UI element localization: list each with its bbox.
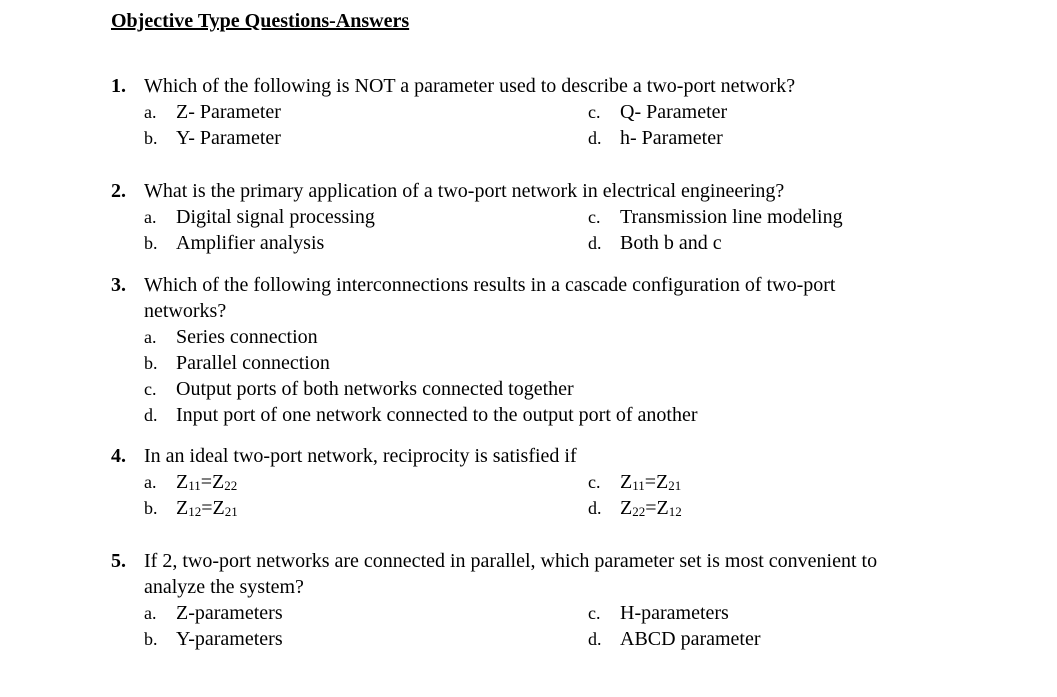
question-number: 4. bbox=[111, 445, 126, 467]
option-letter: d. bbox=[588, 498, 602, 518]
question-text: networks? bbox=[144, 300, 227, 322]
question-text: analyze the system? bbox=[144, 576, 304, 598]
options-row bbox=[111, 402, 941, 428]
question-number: 1. bbox=[111, 75, 126, 97]
equation-subscript: 11 bbox=[632, 478, 645, 493]
option-letter: d. bbox=[144, 405, 158, 425]
option-letter: c. bbox=[588, 472, 601, 492]
question-4-stem bbox=[111, 443, 941, 469]
option-text: h- Parameter bbox=[620, 127, 723, 149]
option-letter: a. bbox=[144, 327, 157, 347]
question-text: Which of the following is NOT a parameter used to describe a two-port network? bbox=[144, 75, 796, 97]
option-letter: b. bbox=[144, 353, 158, 373]
question-4 bbox=[111, 443, 941, 521]
equation-subscript: 11 bbox=[188, 478, 201, 493]
option-letter: a. bbox=[144, 102, 157, 122]
equation-subscript: 21 bbox=[668, 478, 682, 493]
option-letter: d. bbox=[588, 233, 602, 253]
option-letter: b. bbox=[144, 498, 158, 518]
equation-subscript: 12 bbox=[188, 504, 202, 519]
option-letter: b. bbox=[144, 233, 158, 253]
equals-sign: = bbox=[200, 471, 213, 493]
equation-variable: Z bbox=[176, 471, 189, 493]
option-letter: c. bbox=[144, 379, 157, 399]
question-number: 5. bbox=[111, 550, 126, 572]
question-3-stem-continued bbox=[111, 298, 941, 324]
options-row bbox=[111, 230, 941, 256]
option-letter: b. bbox=[144, 128, 158, 148]
question-2-stem bbox=[111, 178, 941, 204]
question-text: Which of the following interconnections results in a cascade configuration of two-port bbox=[144, 274, 836, 296]
equation-variable: Z bbox=[176, 497, 189, 519]
question-number: 2. bbox=[111, 180, 126, 202]
equation-variable: Z bbox=[620, 471, 633, 493]
option-letter: c. bbox=[588, 102, 601, 122]
page-title: Objective Type Questions-Answers bbox=[111, 10, 410, 32]
option-text: Transmission line modeling bbox=[620, 206, 843, 228]
equation-variable: Z bbox=[212, 471, 225, 493]
option-text: ABCD parameter bbox=[620, 628, 761, 650]
options-row bbox=[111, 350, 941, 376]
question-2 bbox=[111, 178, 941, 256]
question-text: What is the primary application of a two-port network in electrical engineering? bbox=[144, 180, 785, 202]
option-equation bbox=[176, 469, 237, 495]
question-text: If 2, two-port networks are connected in parallel, which parameter set is most convenient to bbox=[144, 550, 878, 572]
equation-subscript: 22 bbox=[632, 504, 646, 519]
option-letter: a. bbox=[144, 603, 157, 623]
equation-subscript: 22 bbox=[224, 478, 238, 493]
option-text: Y-parameters bbox=[176, 628, 283, 650]
options-row bbox=[111, 125, 941, 151]
options-row bbox=[111, 99, 941, 125]
options-row bbox=[111, 469, 941, 495]
option-text: Amplifier analysis bbox=[176, 232, 325, 254]
question-1-stem bbox=[111, 73, 941, 99]
option-text: Parallel connection bbox=[176, 352, 330, 374]
question-3-stem bbox=[111, 272, 941, 298]
equation-variable: Z bbox=[656, 471, 669, 493]
equation-variable: Z bbox=[620, 497, 633, 519]
question-5 bbox=[111, 548, 941, 652]
option-text: Series connection bbox=[176, 326, 318, 348]
option-text: Y- Parameter bbox=[176, 127, 281, 149]
option-text: Digital signal processing bbox=[176, 206, 375, 228]
option-letter: c. bbox=[588, 207, 601, 227]
question-1 bbox=[111, 73, 941, 151]
option-equation bbox=[620, 495, 682, 521]
option-text: Input port of one network connected to the output port of another bbox=[176, 404, 698, 426]
equals-sign: = bbox=[645, 497, 657, 519]
question-3 bbox=[111, 272, 941, 428]
option-letter: a. bbox=[144, 207, 157, 227]
options-row bbox=[111, 626, 941, 652]
equals-sign: = bbox=[201, 497, 213, 519]
option-text: Q- Parameter bbox=[620, 101, 728, 123]
question-number: 3. bbox=[111, 274, 126, 296]
options-row bbox=[111, 204, 941, 230]
options-row bbox=[111, 376, 941, 402]
options-row bbox=[111, 600, 941, 626]
question-5-stem bbox=[111, 548, 941, 574]
option-letter: d. bbox=[588, 629, 602, 649]
option-letter: b. bbox=[144, 629, 158, 649]
option-text: Z-parameters bbox=[176, 602, 283, 624]
options-row bbox=[111, 324, 941, 350]
option-text: Z- Parameter bbox=[176, 101, 281, 123]
option-letter: d. bbox=[588, 128, 602, 148]
option-letter: c. bbox=[588, 603, 601, 623]
equation-subscript: 21 bbox=[224, 504, 238, 519]
question-text: In an ideal two-port network, reciprocity is satisfied if bbox=[144, 445, 577, 467]
question-5-stem-continued bbox=[111, 574, 941, 600]
options-row bbox=[111, 495, 941, 521]
option-text: Both b and c bbox=[620, 232, 722, 254]
equation-subscript: 12 bbox=[668, 504, 682, 519]
equation-variable: Z bbox=[656, 497, 669, 519]
option-text: H-parameters bbox=[620, 602, 729, 624]
option-letter: a. bbox=[144, 472, 157, 492]
equals-sign: = bbox=[644, 471, 657, 493]
equation-variable: Z bbox=[212, 497, 225, 519]
option-equation bbox=[620, 469, 681, 495]
option-equation bbox=[176, 495, 238, 521]
option-text: Output ports of both networks connected together bbox=[176, 378, 574, 400]
